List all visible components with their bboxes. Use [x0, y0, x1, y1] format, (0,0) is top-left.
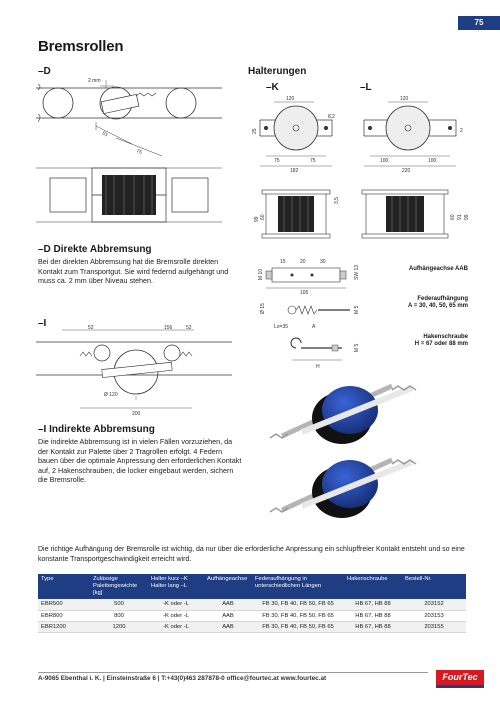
spring-title: Federaufhängung	[417, 296, 468, 302]
dim-k-75a: 75	[274, 158, 280, 164]
dim-axle-15: 15	[280, 259, 286, 265]
cell-hook: HB 67, HB 88	[344, 599, 402, 610]
parts-drawing	[252, 256, 362, 374]
dim-l-220: 220	[402, 168, 411, 174]
cell-weight: 1200	[90, 621, 148, 632]
dim-axle-105: 105	[300, 290, 309, 296]
cell-type: EBR1200	[38, 621, 90, 632]
th-weight: Zulässige Palettengewichte [kg]	[90, 574, 148, 599]
hook-sizes: H = 67 oder 88 mm	[414, 341, 468, 347]
section-d-label: –D	[38, 66, 51, 77]
table-row	[38, 599, 466, 610]
mounting-note: Die richtige Aufhängung der Bremsrolle ist wichtig, da nur über die erforderliche Anpressung ein schlupffreier Kontakt entsteht und so eine konstante Transportgeschwindigkeit erreicht wird.	[38, 546, 465, 563]
cell-order: 203152	[402, 599, 466, 610]
indirect-heading: –I Indirekte Abbremsung	[38, 424, 155, 435]
dim-side-r99: 99	[464, 214, 470, 220]
section-i-label: –I	[38, 318, 47, 329]
cell-type: EBR500	[38, 599, 90, 610]
dim-156: 156	[164, 325, 173, 331]
holder-l-side-drawing	[356, 188, 468, 242]
th-order: Bestell-Nr.	[402, 574, 466, 599]
dim-hook-h: H	[316, 364, 320, 370]
dim-l-120: 120	[400, 96, 409, 102]
drawing-indirect	[36, 320, 232, 418]
cell-axle: AAB	[204, 621, 252, 632]
l-label: –L	[360, 82, 372, 93]
dim-52a: 52	[88, 325, 94, 331]
cell-weight: 500	[90, 599, 148, 610]
cell-hook: HB 67, HB 88	[344, 621, 402, 632]
dim-k-82: 8,2	[328, 114, 335, 120]
cell-weight: 800	[90, 610, 148, 621]
direct-text: Bei der direkten Abbremsung hat die Bremsrolle direkten Kontakt zum Transportgut. Sie wird federnd aufgehängt und muss ca. 2 mm über Niveau stehen.	[38, 257, 229, 286]
th-spring: Federaufhängung in unterschiedlichen Längen	[252, 574, 344, 599]
dim-l-100a: 100	[380, 158, 389, 164]
footer-contact: A-9065 Ebenthal i. K. | Einsteinstraße 6 | T:+43(0)463 287878-0 office@fourtec.at www.fourtec.at	[38, 675, 327, 682]
cell-holder: -K oder -L	[148, 621, 204, 632]
dim-hook-m5: M 5	[354, 343, 360, 352]
dim-axle-20: 20	[300, 259, 306, 265]
dim-side-99: 99	[254, 216, 260, 222]
halterungen-heading: Halterungen	[248, 66, 307, 77]
indirect-text: Die indirekte Abbremsung ist in vielen Fällen vorzuziehen, da der Kontakt zur Palette über 2 Tragrollen erfolgt. 4 Federn bauen über die optimale Anpressung den erforderlichen Kontakt auf, 2 Hakenschrauben, die locker eingebaut werden, sichern die Bremsrolle.	[38, 437, 242, 485]
fourtec-logo[interactable]: FourTec	[436, 670, 484, 688]
hook-label	[372, 334, 468, 348]
dim-spring-15: Ø 15	[260, 303, 266, 314]
dim-axle-30: 30	[320, 259, 326, 265]
spring-label	[372, 296, 468, 310]
brake-roller-photo	[262, 376, 468, 536]
dim-81: 81	[101, 130, 109, 139]
table-header-row	[38, 574, 466, 599]
dim-k-25: 25	[252, 128, 258, 134]
drawing-direct-side	[36, 158, 222, 232]
th-type: Type	[38, 574, 90, 599]
k-label: –K	[266, 82, 279, 93]
dim-spring-m5: M 5	[354, 305, 360, 314]
page-title: Bremsrollen	[38, 38, 124, 55]
th-axle: Aufhängeachse	[204, 574, 252, 599]
dim-axle-sw13: SW 13	[354, 264, 360, 280]
dim-120: Ø 120	[104, 392, 118, 398]
cell-type: EBR800	[38, 610, 90, 621]
cell-axle: AAB	[204, 610, 252, 621]
spring-sizes: A = 30, 40, 50, 65 mm	[408, 303, 468, 309]
cell-spring: FB 30, FB 40, FB 50, FB 65	[252, 599, 344, 610]
cell-spring: FB 30, FB 40, FB 50, FB 65	[252, 610, 344, 621]
dim-side-60: 60	[260, 214, 266, 220]
hook-title: Hakenschraube	[423, 334, 468, 340]
holder-k-side-drawing	[248, 188, 344, 242]
direct-heading: –D Direkte Abbremsung	[38, 244, 152, 255]
dim-k-120: 120	[286, 96, 295, 102]
dim-spring-lo35: Lo=35	[274, 324, 289, 330]
cell-order: 203153	[402, 610, 466, 621]
table-row	[38, 621, 466, 632]
drawing-direct-top	[36, 76, 222, 158]
cell-order: 203155	[402, 621, 466, 632]
th-hook: Hakenschraube	[344, 574, 402, 599]
dim-l-100b: 100	[428, 158, 437, 164]
dim-side-35: 3,5	[334, 197, 340, 204]
footer-divider	[38, 672, 428, 673]
dim-k-182: 182	[290, 168, 299, 174]
th-holder: Halter kurz –K Halter lang –L	[148, 574, 204, 599]
dim-200: 200	[132, 411, 141, 417]
dim-l-2: 2	[460, 128, 463, 134]
axle-label: Aufhängeachse AAB	[408, 266, 468, 272]
dim-side-r60: 60	[450, 214, 456, 220]
table-row	[38, 610, 466, 621]
holder-k-drawing	[248, 92, 344, 172]
holder-l-drawing	[358, 92, 468, 172]
cell-axle: AAB	[204, 599, 252, 610]
dim-axle-m10: M 10	[258, 268, 264, 280]
dim-spring-a: A	[312, 324, 316, 330]
dim-75: 75	[135, 148, 143, 156]
dim-52b: 52	[186, 325, 192, 331]
dim-2mm: 2 mm	[88, 78, 101, 84]
spec-table	[38, 574, 466, 633]
cell-spring: FB 30, FB 40, FB 50, FB 65	[252, 621, 344, 632]
dim-k-75b: 75	[310, 158, 316, 164]
cell-holder: -K oder -L	[148, 599, 204, 610]
cell-hook: HB 67, HB 88	[344, 610, 402, 621]
dim-side-r91: 91	[457, 214, 463, 220]
cell-holder: -K oder -L	[148, 610, 204, 621]
page-number: 75	[458, 16, 500, 30]
